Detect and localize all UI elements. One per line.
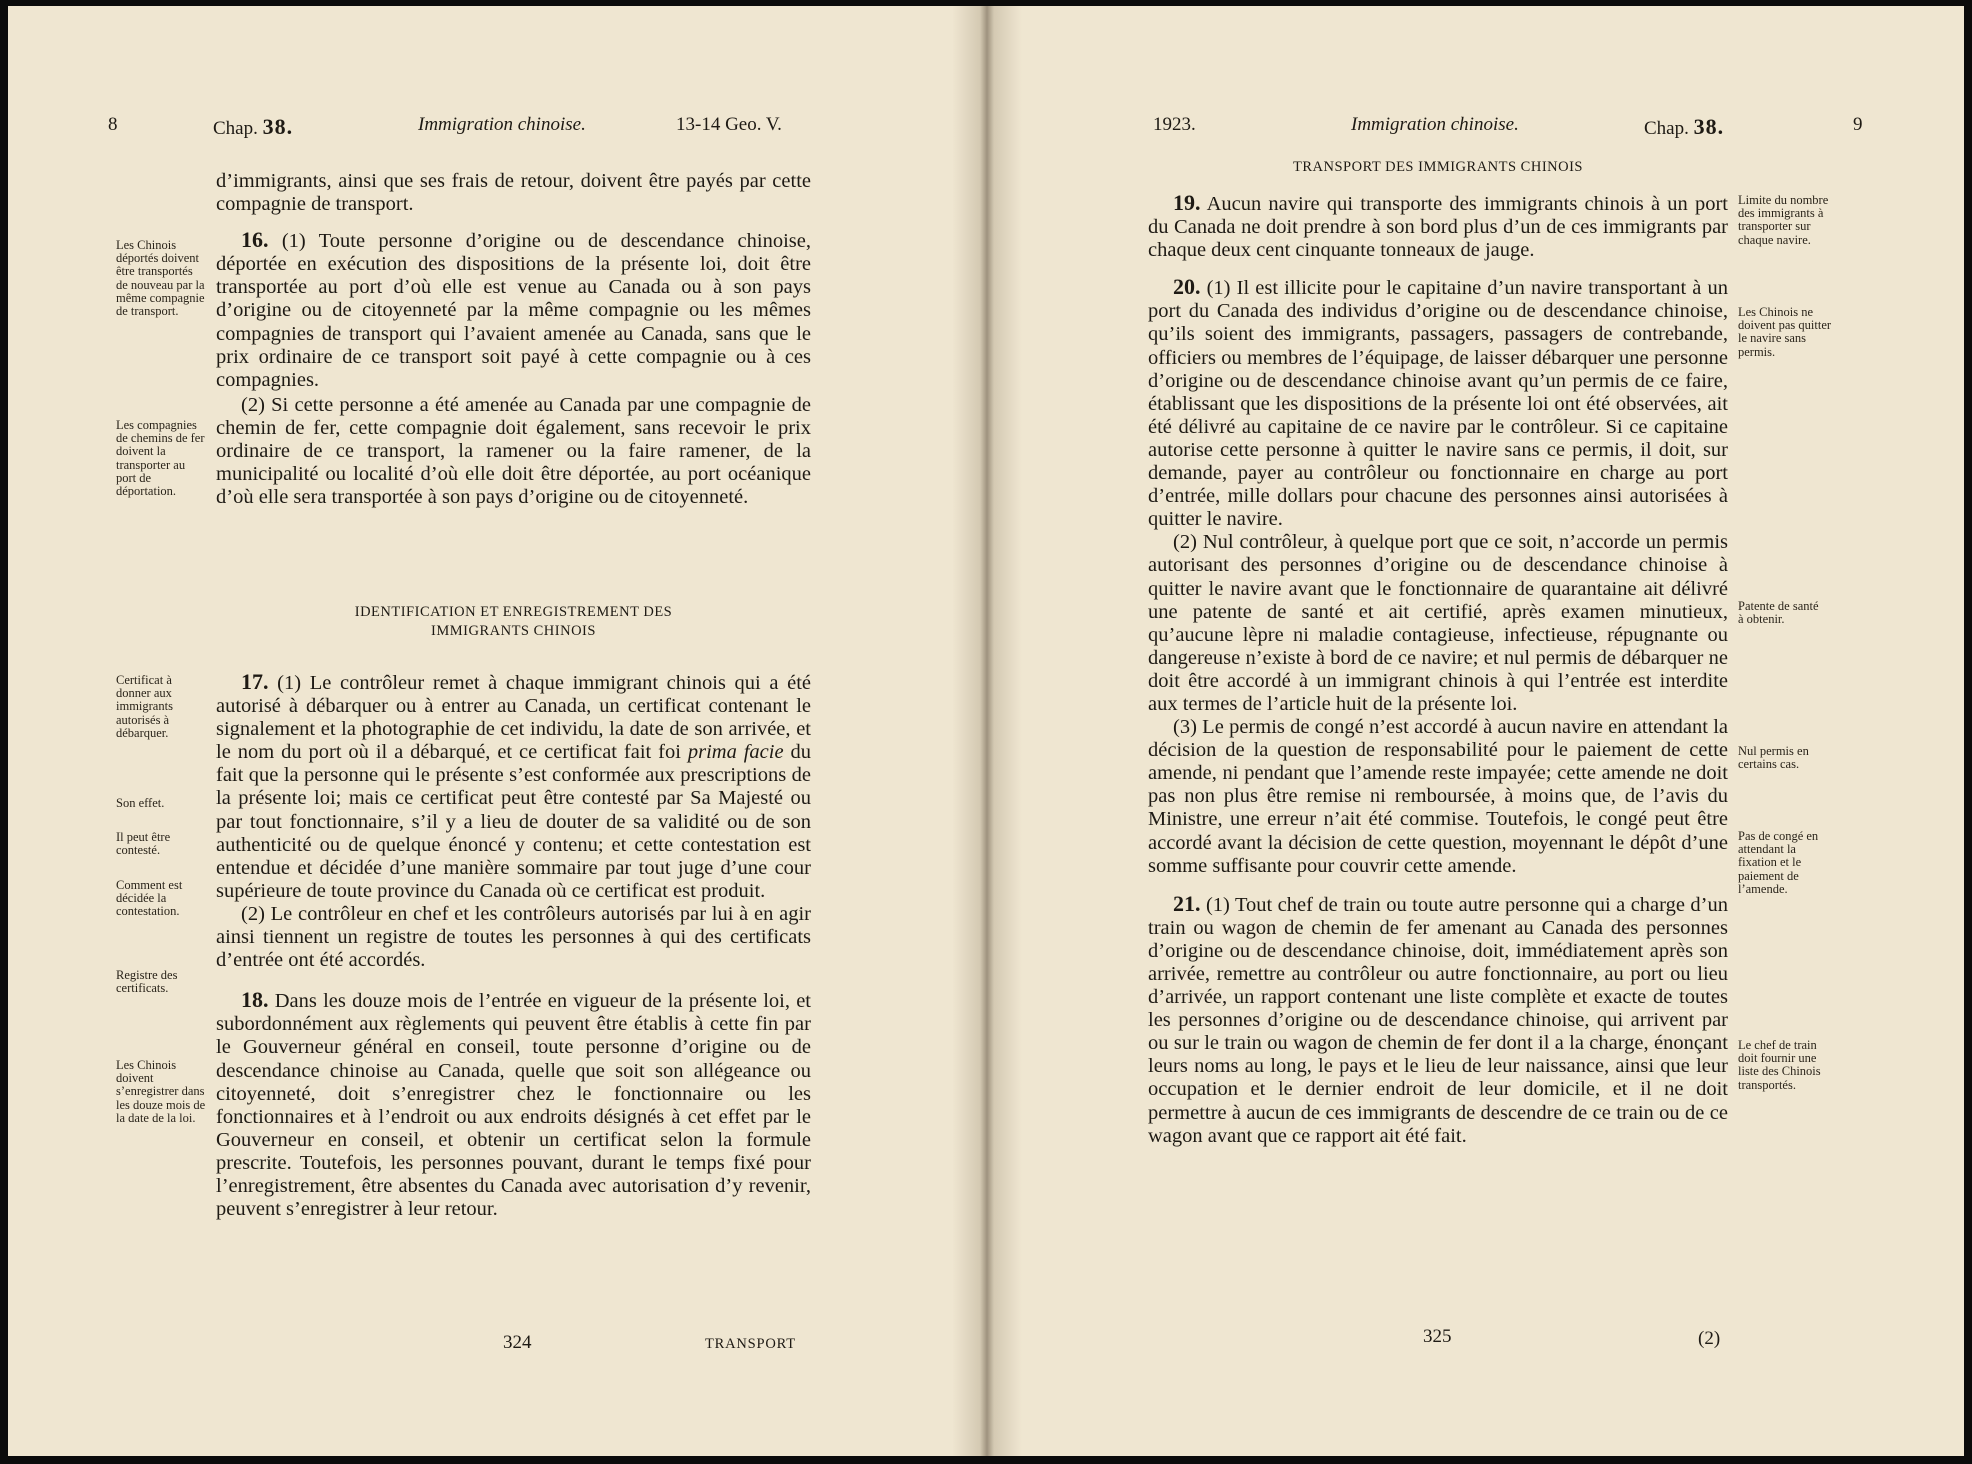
right-text — [1148, 191, 1728, 1148]
margin-note: Il peut être contesté. — [116, 830, 171, 858]
chap-number: 38. — [1693, 114, 1725, 139]
right-year: 1923. — [1153, 114, 1196, 135]
margin-note: Son effet. — [116, 796, 165, 810]
book-spread — [8, 6, 1964, 1456]
paragraph — [1148, 716, 1728, 878]
right-chapter-label — [1644, 114, 1724, 140]
paragraph — [216, 670, 811, 903]
paragraph — [216, 168, 811, 216]
paragraph — [1148, 275, 1728, 531]
section-number: 16. — [241, 227, 269, 253]
paragraph-text: (1) Le contrôleur remet à chaque immigrant chinois qui a été autorisé à débarquer ou à entrer au Canada, un certificat contenant le signalement et la photographie de cet individu, la date de son arrivée, et le nom du port où il a débarqué, et ce certificat fait foi — [216, 672, 812, 764]
paragraph — [1148, 191, 1728, 262]
right-page — [993, 6, 1964, 1456]
section-heading: TRANSPORT DES IMMIGRANTS CHINOIS — [1293, 159, 1583, 175]
paragraph — [216, 903, 811, 972]
paragraph-text: du fait que la personne qui le présente s’est conformée aux prescriptions de la présente loi; mais ce certificat peut être contesté par Sa Majesté ou par tout fonctionnaire, s’il y a lieu de douter de sa validité ou de son authenticité ou de quelque énoncé y contenu; et cette contestation est entendue et décidée d’une manière sommaire par tout juge d’une cour supérieure de toute province du Canada où ce certificat est produit. — [216, 741, 811, 902]
margin-note: Les Chinois déportés doivent être transportés de nouveau par la même compagnie de transport. — [116, 238, 205, 319]
paragraph-text: Dans les douze mois de l’entrée en vigueur de la présente loi, et subordonnément aux règlements qui peuvent être établis à cette fin par le Gouverneur général en conseil, toute personne d’origine ou de descendance chinoise au Canada, quelle que soit son allégeance ou citoyenneté, doit s’enregistrer chez le fonctionnaire ou les fonctionnaires et à l’endroit ou aux endroits désignés à cet effet par le Gouverneur en conseil, et obtenir un certificat selon la formule prescrite. Toutefois, les personnes pouvant, durant le temps fixé pour l’enregistrement, être absentes du Canada avec autorisation d’y revenir, peuvent s’enregistrer à leur retour. — [216, 990, 812, 1221]
margin-note: Les Chinois doivent s’enregistrer dans les douze mois de la date de la loi. — [116, 1058, 206, 1125]
page-folio: 324 — [503, 1332, 532, 1353]
section-number: 21. — [1173, 890, 1201, 916]
paragraph — [216, 228, 811, 392]
paragraph — [1148, 892, 1728, 1148]
margin-note: Patente de santé à obtenir. — [1738, 599, 1819, 627]
page-folio: 325 — [1423, 1326, 1452, 1347]
margin-note: Pas de congé en attendant la fixation et le paiement de l’amende. — [1738, 829, 1819, 896]
left-page — [8, 6, 978, 1456]
right-page-number: 9 — [1853, 114, 1863, 135]
section-heading — [216, 603, 811, 641]
paragraph-text: (1) Toute personne d’origine ou de descendance chinoise, déportée en exécution des dispositions de la présente loi, doit être transportée au port d’où elle est venue au Canada ou à son pays d’origine ou de citoyenneté par la même compagnie ou les mêmes compagnies de transport qui l’avaient amenée au Canada, sans que le prix ordinaire de ce transport soit payé à cette compagnie ou à ces compagnies. — [216, 230, 811, 391]
heading-line: IDENTIFICATION ET ENREGISTREMENT DES — [354, 604, 673, 620]
paragraph — [1148, 531, 1728, 716]
chap-word: Chap. — [1644, 118, 1689, 139]
margin-note: Les Chinois ne doivent pas quitter le navire sans permis. — [1738, 305, 1832, 359]
chap-word: Chap. — [213, 118, 258, 139]
section-number: 19. — [1173, 190, 1201, 215]
paragraph — [216, 988, 811, 1221]
paragraph-text: (1) Tout chef de train ou toute autre personne qui a charge d’un train ou wagon de chemin de fer amenant au Canada des personnes d’origine ou de descendance chinoise, doit, immédiatement après son arrivée, remettre au contrôleur ou autre fonctionnaire, au port ou lieu d’arrivée, un rapport contenant une liste complète et exacte de toutes les personnes d’origine ou de descendance chinoise, qui arrivent par ou sur le train ou wagon de chemin de fer dont il a la charge, énonçant leurs noms au long, le pays et le lieu de leur naissance, ainsi que leur occupation et le dernier endroit de leur domicile, et il ne doit permettre à aucun de ces immigrants de descendre de ce train ou de ce wagon avant que ce rapport ait été fait. — [1148, 893, 1728, 1147]
paragraph — [216, 392, 811, 509]
paragraph-text: (2) Nul contrôleur, à quelque port que ce soit, n’accorde un permis autorisant des personnes d’origine ou de descendance chinoise à quitter le navire avant que le fonctionnaire de quarantaine ait délivré une patente de santé et ait certifié, après examen minutieux, qu’aucune lèpre ni maladie contagieuse, infectieuse, répugnante ou dangereuse n’existe à bord de ce navire; et nul permis de débarquer ne doit être accordé à un immigrant chinois à qui l’entrée est interdite aux termes de l’article huit de la présente loi. — [1148, 531, 1728, 715]
margin-note: Limite du nombre des immigrants à transporter sur chaque navire. — [1738, 193, 1829, 247]
margin-note: Comment est décidée la contestation. — [116, 878, 183, 919]
margin-note: Certificat à donner aux immigrants autorisés à débarquer. — [116, 673, 173, 740]
section-number: 18. — [241, 987, 269, 1013]
italic-term: prima facie — [687, 741, 784, 764]
margin-note: Les compagnies de chemins de fer doivent la transporter au port de déportation. — [116, 418, 205, 499]
paragraph-text: (2) Si cette personne a été amenée au Canada par une compagnie de chemin de fer, cette compagnie doit également, sans recevoir le prix ordinaire de ce transport, la ramener ou la faire ramener, de la municipalité ou localité d’où elle doit être déportée, au port océanique d’où elle sera transportée à son pays d’origine ou de citoyenneté. — [216, 393, 811, 509]
right-running-title: Immigration chinoise. — [1351, 114, 1519, 135]
paragraph-text: (2) Le contrôleur en chef et les contrôleurs autorisés par lui à en agir ainsi tiennent un registre de toutes les personnes à qui des certificats d’entrée ont été accordés. — [216, 902, 811, 972]
signature-mark: (2) — [1698, 1328, 1721, 1349]
margin-note: Nul permis en certains cas. — [1738, 744, 1809, 772]
paragraph-text: (3) Le permis de congé n’est accordé à aucun navire en attendant la décision de la question de responsabilité pour le paiement de cette amende, ni pendant que l’amende reste impayée; cette amende ne doit pas non plus être remise ni remboursée, à moins que, de l’avis du Ministre, une erreur n’ait été commise. Toutefois, le congé peut être accordé avant la décision de cette question, moyennant le dépôt d’une somme suffisante pour couvrir cette amende. — [1148, 716, 1728, 877]
paragraph-text: (1) Il est illicite pour le capitaine d’un navire transportant à un port du Canada des individus d’origine ou de descendance chinoise, qu’ils soient des immigrants, passagers, passagers de contrebande, officiers ou membres de l’équipage, de laisser débarquer une personne d’origine ou de descendance chinoise avant qu’un permis de ce faire, établissant que les dispositions de la présente loi ont été observées, ait été délivré au capitaine de ce navire par le contrôleur. Si ce capitaine autorise cette personne à quitter le navire sans ce permis, il doit, sur demande, payer au contrôleur ou fonctionnaire en charge au port d’entrée, mille dollars pour chacune des personnes ainsi autorisées à quitter le navire. — [1148, 277, 1729, 531]
left-running-title: Immigration chinoise. — [418, 114, 586, 135]
left-regnal-year: 13-14 Geo. V. — [676, 114, 782, 135]
paragraph-text: Aucun navire qui transporte des immigrants chinois à un port du Canada ne doit prendre à son bord plus d’un de ces immigrants par chaque deux cent cinquante tonneaux de jauge. — [1148, 193, 1728, 262]
left-page-number: 8 — [108, 114, 118, 135]
heading-line: IMMIGRANTS CHINOIS — [431, 623, 596, 639]
left-text-bottom — [216, 670, 811, 1221]
section-number: 20. — [1173, 274, 1201, 300]
chap-number: 38. — [262, 114, 294, 139]
paragraph-text: d’immigrants, ainsi que ses frais de retour, doivent être payés par cette compagnie de transport. — [216, 170, 811, 216]
margin-note: Le chef de train doit fournir une liste des Chinois transportés. — [1738, 1038, 1821, 1092]
left-chapter-label — [213, 114, 293, 140]
catchword: TRANSPORT — [705, 1336, 796, 1352]
left-text-top — [216, 168, 811, 509]
margin-note: Registre des certificats. — [116, 968, 178, 996]
section-number: 17. — [241, 669, 269, 694]
